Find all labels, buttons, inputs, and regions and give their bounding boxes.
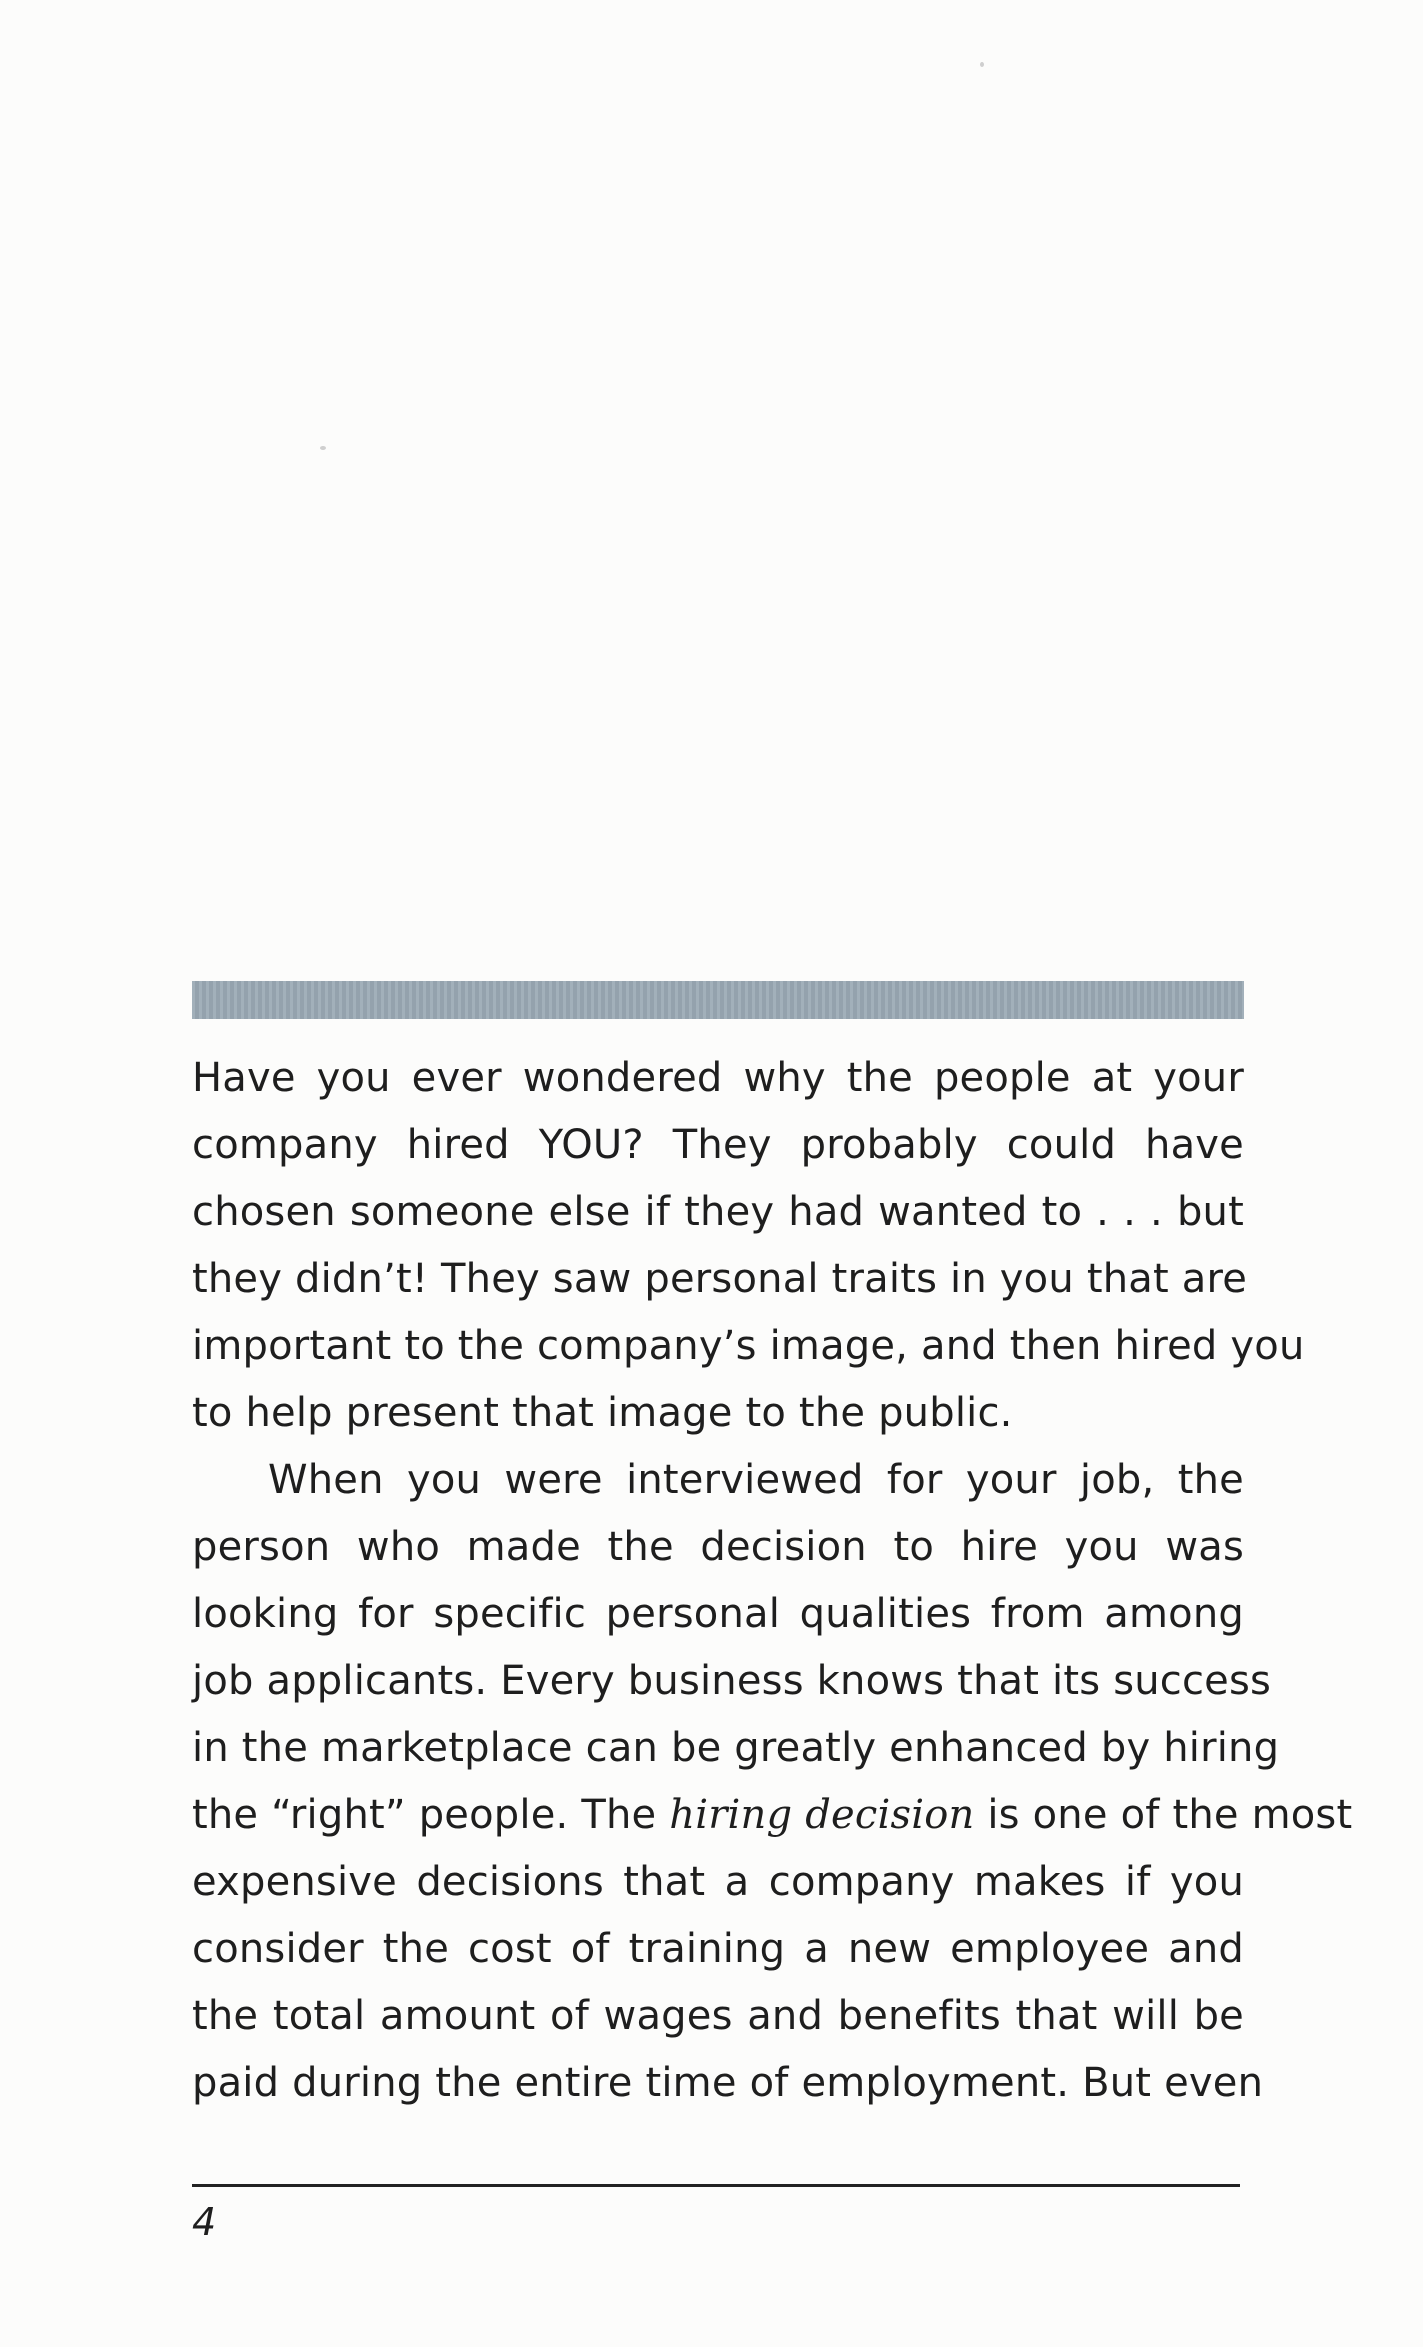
paper-speck bbox=[320, 446, 326, 450]
text-line bbox=[192, 1246, 1248, 1313]
italic-phrase: hiring decision bbox=[669, 1792, 975, 1838]
text-run: company hired YOU? They probably could have bbox=[192, 1122, 1244, 1168]
text-run: in the marketplace can be greatly enhanced by hiring bbox=[192, 1725, 1280, 1771]
text-run: is one of the most bbox=[974, 1792, 1353, 1838]
text-run: job applicants. Every business knows that its success bbox=[192, 1658, 1272, 1704]
text-line bbox=[192, 1983, 1244, 2050]
text-run: chosen someone else if they had wanted to . . . but bbox=[192, 1189, 1244, 1235]
paragraph bbox=[192, 1447, 1353, 2117]
text-line bbox=[192, 1112, 1244, 1179]
paragraph bbox=[192, 1045, 1305, 1447]
text-line bbox=[192, 1581, 1244, 1648]
text-line bbox=[192, 1045, 1244, 1112]
text-run: they didn’t! They saw personal traits in you that are bbox=[192, 1256, 1248, 1302]
paper-speck bbox=[980, 62, 984, 67]
text-line bbox=[192, 2050, 1264, 2117]
text-line bbox=[192, 1916, 1244, 1983]
section-divider-bar bbox=[192, 981, 1244, 1019]
text-line bbox=[192, 1715, 1280, 1782]
text-run: person who made the decision to hire you was bbox=[192, 1524, 1244, 1570]
text-run: the total amount of wages and benefits that will be bbox=[192, 1993, 1244, 2039]
text-line bbox=[192, 1514, 1244, 1581]
text-line bbox=[192, 1648, 1272, 1715]
text-run: When you were interviewed for your job, the bbox=[268, 1457, 1244, 1503]
text-run: paid during the entire time of employment. But even bbox=[192, 2060, 1264, 2106]
text-line bbox=[192, 1447, 1244, 1514]
text-line bbox=[192, 1782, 1353, 1849]
text-line bbox=[192, 1380, 1244, 1447]
text-line bbox=[192, 1313, 1305, 1380]
text-run: important to the company’s image, and then hired you bbox=[192, 1323, 1305, 1369]
text-run: to help present that image to the public. bbox=[192, 1390, 1013, 1436]
text-run: expensive decisions that a company makes if you bbox=[192, 1859, 1244, 1905]
text-run: Have you ever wondered why the people at your bbox=[192, 1055, 1244, 1101]
footer-rule bbox=[192, 2184, 1240, 2187]
body-text bbox=[192, 1045, 1353, 2117]
text-run: the “right” people. The bbox=[192, 1792, 670, 1838]
text-line bbox=[192, 1179, 1244, 1246]
text-run: looking for specific personal qualities from among bbox=[192, 1591, 1244, 1637]
page-number: 4 bbox=[192, 2200, 217, 2244]
text-line bbox=[192, 1849, 1244, 1916]
text-run: consider the cost of training a new employee and bbox=[192, 1926, 1244, 1972]
